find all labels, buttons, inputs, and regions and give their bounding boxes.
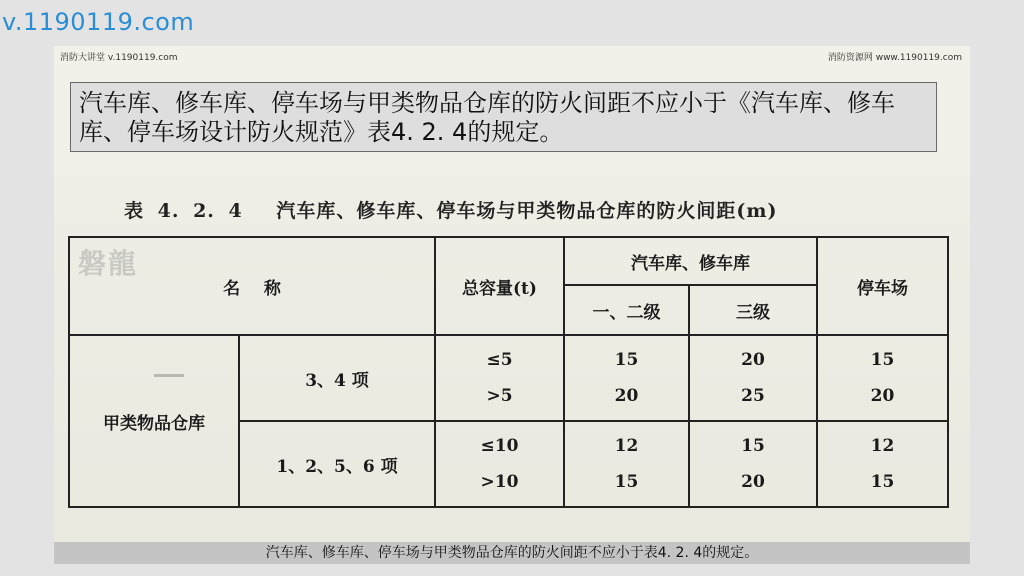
parking-cell: 12 15 xyxy=(817,421,948,507)
slide-header-left: 消防大讲堂 v.1190119.com xyxy=(60,53,178,63)
header-garage: 汽车库、修车库 xyxy=(564,237,817,285)
row-group-label: 甲类物品仓库 xyxy=(69,335,239,507)
grade-3-cell: 20 25 xyxy=(689,335,817,421)
fire-distance-table xyxy=(68,236,949,508)
site-watermark: v.1190119.com xyxy=(2,8,195,36)
grade-1-2-cell: 12 15 xyxy=(564,421,689,507)
parking-cell: 15 20 xyxy=(817,335,948,421)
capacity-cell: ≤10 >10 xyxy=(435,421,564,507)
subtitle-caption: 汽车库、修车库、停车场与甲类物品仓库的防火间距不应小于表4. 2. 4的规定。 xyxy=(54,542,970,564)
header-grade-1-2: 一、二级 xyxy=(564,285,689,335)
scan-smudge xyxy=(154,374,184,377)
header-capacity: 总容量(t) xyxy=(435,237,564,335)
table-number: 表 4. 2. 4 xyxy=(124,200,243,222)
table-row xyxy=(69,335,948,421)
header-grade-3: 三级 xyxy=(689,285,817,335)
slide-header-right: 消防资源网 www.1190119.com xyxy=(827,53,962,63)
row-item: 3、4 项 xyxy=(239,335,435,421)
grade-3-cell: 15 20 xyxy=(689,421,817,507)
video-slide xyxy=(54,46,970,564)
publisher-stamp: 磐龍 xyxy=(78,247,139,280)
table-caption xyxy=(124,196,777,223)
slide-title: 汽车库、修车库、停车场与甲类物品仓库的防火间距不应小于《汽车库、修车库、停车场设计防火规范》表4. 2. 4的规定。 xyxy=(70,82,937,152)
grade-1-2-cell: 15 20 xyxy=(564,335,689,421)
header-name: 名 称 xyxy=(69,237,435,335)
row-item: 1、2、5、6 项 xyxy=(239,421,435,507)
table-title: 汽车库、修车库、停车场与甲类物品仓库的防火间距(m) xyxy=(276,200,778,222)
header-parking: 停车场 xyxy=(817,237,948,335)
capacity-cell: ≤5 >5 xyxy=(435,335,564,421)
